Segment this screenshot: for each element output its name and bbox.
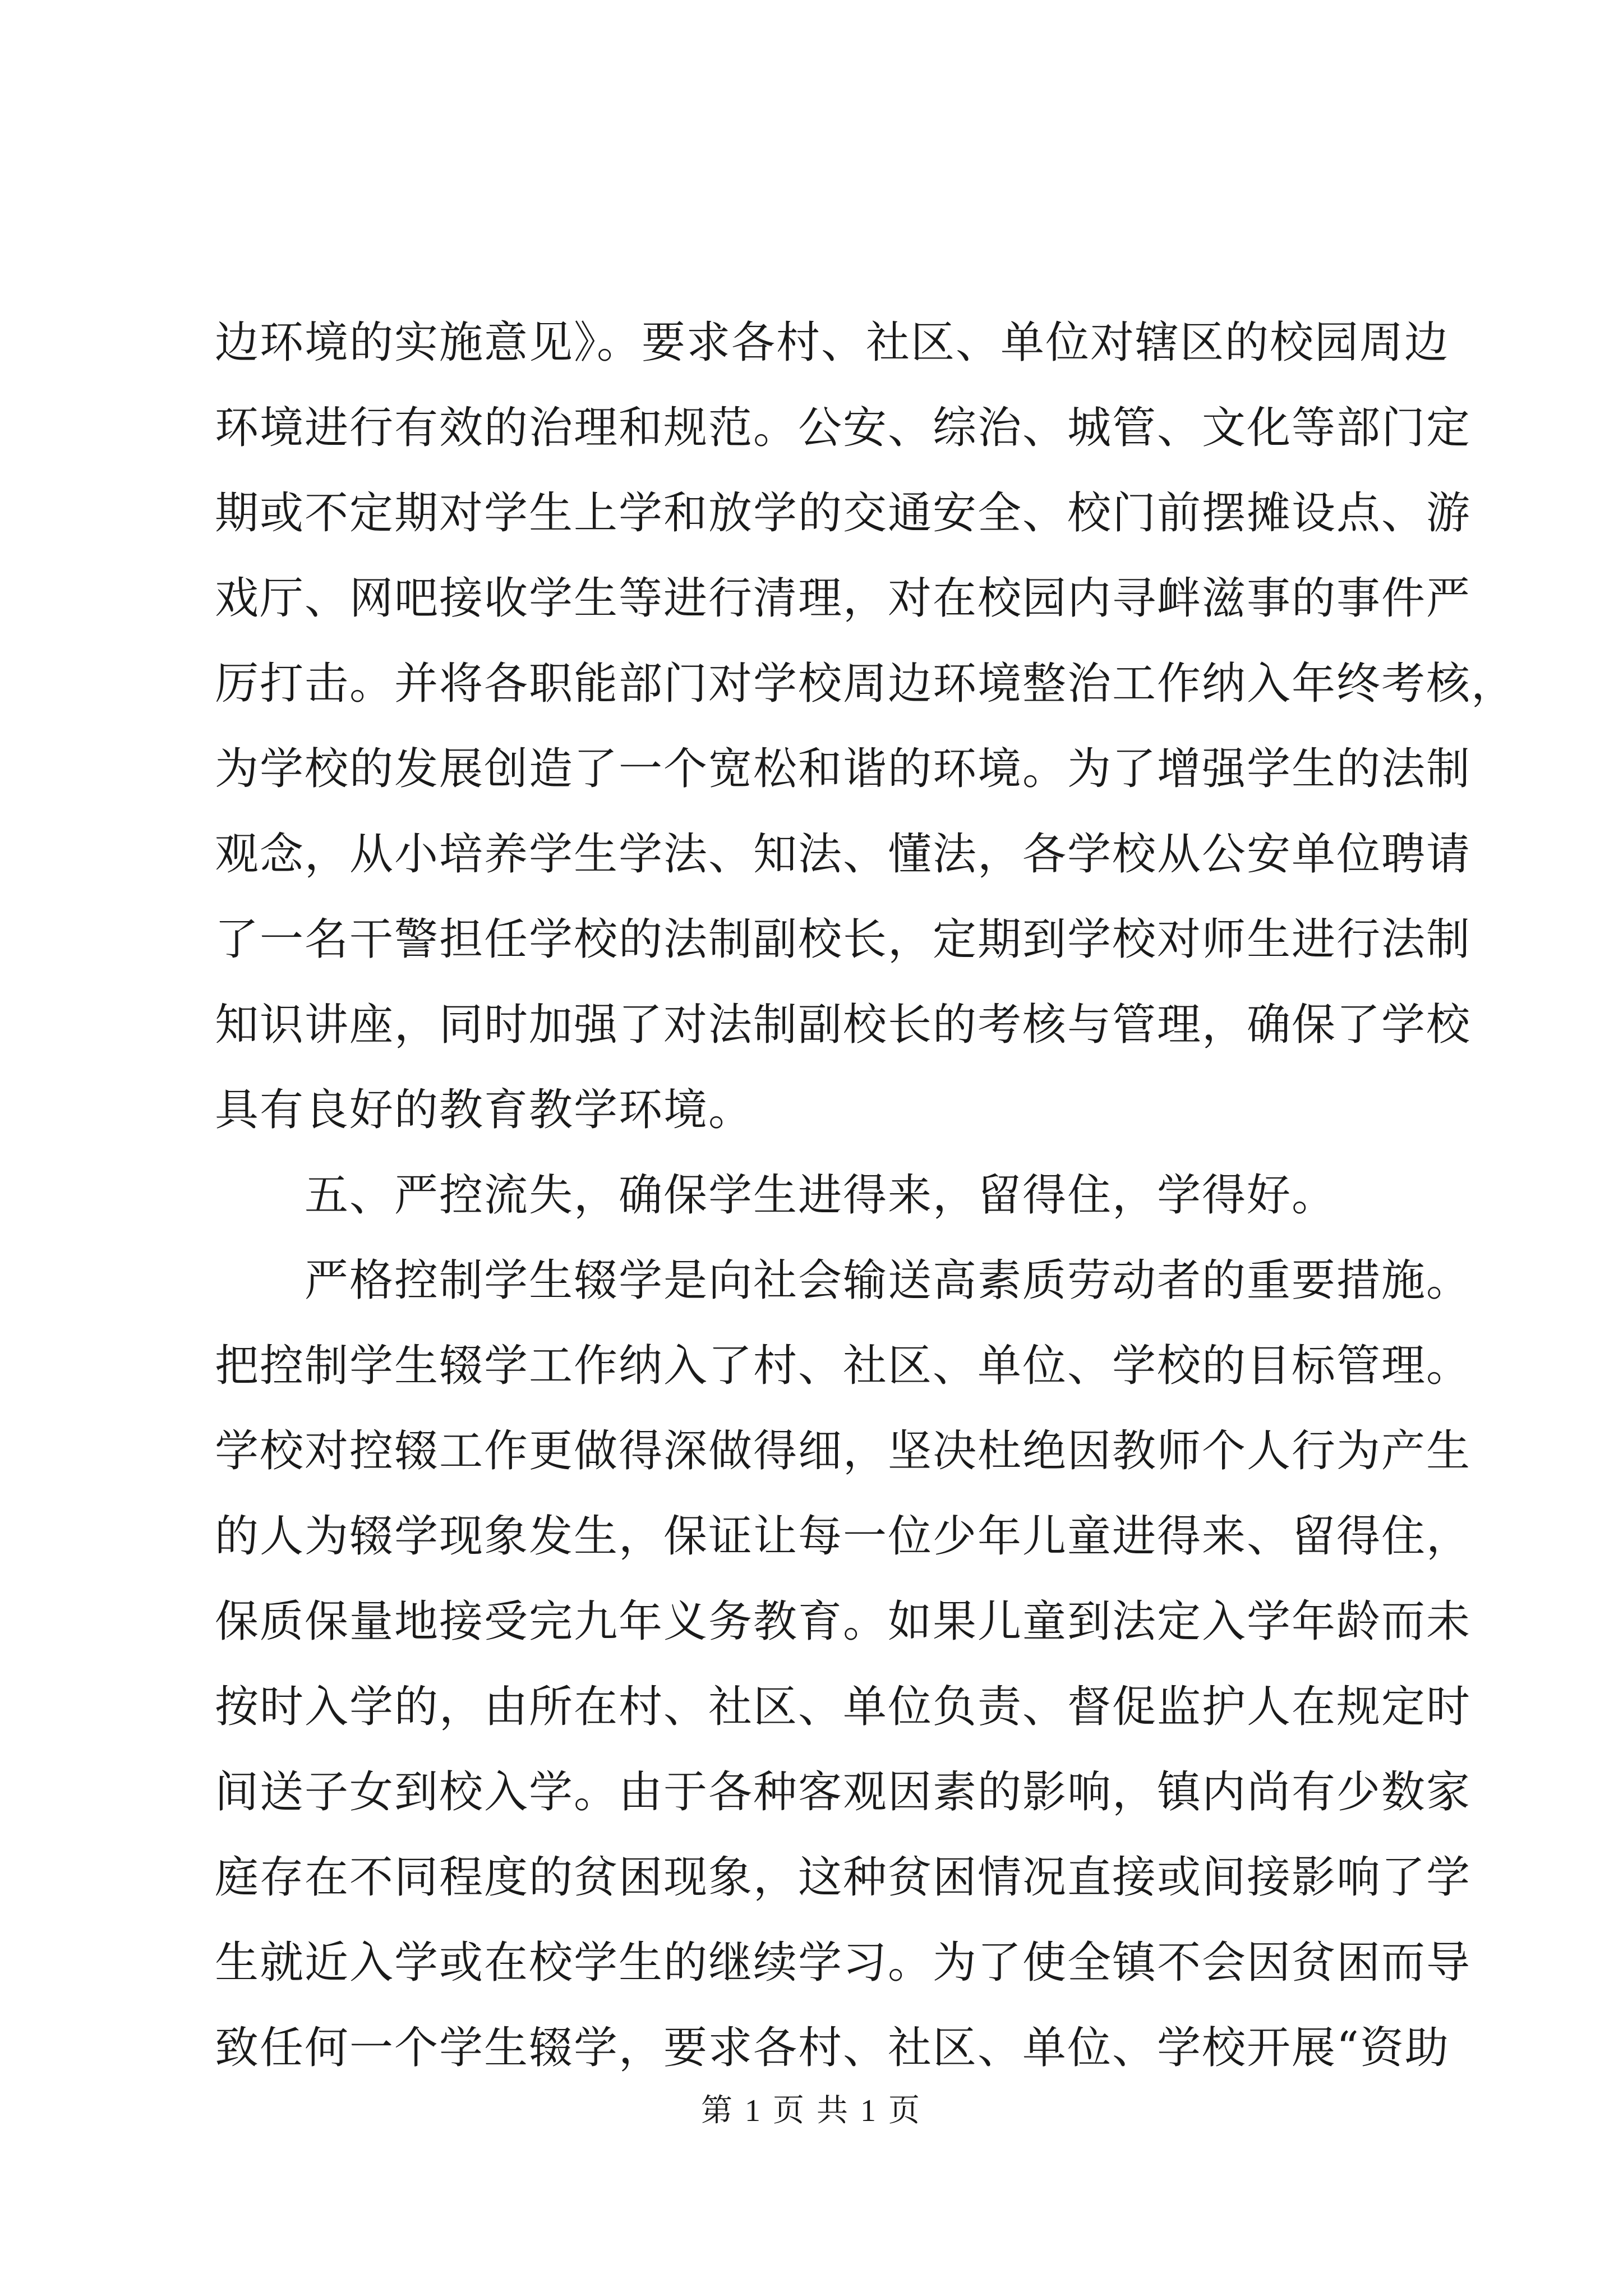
text-line: 生就近入学或在校学生的继续学习。为了使全镇不会因贫困而导 <box>215 1938 1472 1988</box>
text-line: 戏厅、网吧接收学生等进行清理，对在校园内寻衅滋事的事件严 <box>215 573 1472 624</box>
text-line: 环境进行有效的治理和规范。公安、综治、城管、文化等部门定 <box>215 403 1472 453</box>
section-heading: 五、严控流失，确保学生进得来，留得住，学得好。 <box>305 1170 1337 1221</box>
text-line: 边环境的实施意见》。要求各村、社区、单位对辖区的校园周边 <box>215 318 1450 368</box>
text-line: 厉打击。并将各职能部门对学校周边环境整治工作纳入年终考核， <box>215 659 1516 709</box>
text-line: 按时入学的，由所在村、社区、单位负责、督促监护人在规定时 <box>215 1682 1472 1732</box>
document-body <box>215 300 1516 2091</box>
text-line: 为学校的发展创造了一个宽松和谐的环境。为了增强学生的法制 <box>215 744 1472 794</box>
text-line: 了一名干警担任学校的法制副校长，定期到学校对师生进行法制 <box>215 914 1472 965</box>
text-line: 期或不定期对学生上学和放学的交通安全、校门前摆摊设点、游 <box>215 488 1472 539</box>
text-line: 把控制学生辍学工作纳入了村、社区、单位、学校的目标管理。 <box>215 1341 1472 1391</box>
text-line: 致任何一个学生辍学，要求各村、社区、单位、学校开展“资助 <box>215 2023 1450 2073</box>
text-line: 保质保量地接受完九年义务教育。如果儿童到法定入学年龄而未 <box>215 1596 1472 1647</box>
text-line: 学校对控辍工作更做得深做得细，坚决杜绝因教师个人行为产生 <box>215 1426 1472 1476</box>
text-line: 间送子女到校入学。由于各种客观因素的影响，镇内尚有少数家 <box>215 1767 1472 1818</box>
text-line: 具有良好的教育教学环境。 <box>215 1085 754 1135</box>
text-line: 的人为辍学现象发生，保证让每一位少年儿童进得来、留得住， <box>215 1511 1472 1562</box>
page-footer: 第 1 页 共 1 页 <box>701 2093 922 2128</box>
text-line: 庭存在不同程度的贫困现象，这种贫困情况直接或间接影响了学 <box>215 1852 1472 1903</box>
text-line: 知识讲座，同时加强了对法制副校长的考核与管理，确保了学校 <box>215 1000 1472 1050</box>
paragraph-first-line: 严格控制学生辍学是向社会输送高素质劳动者的重要措施。 <box>305 1255 1472 1306</box>
text-line: 观念，从小培养学生学法、知法、懂法，各学校从公安单位聘请 <box>215 829 1472 880</box>
